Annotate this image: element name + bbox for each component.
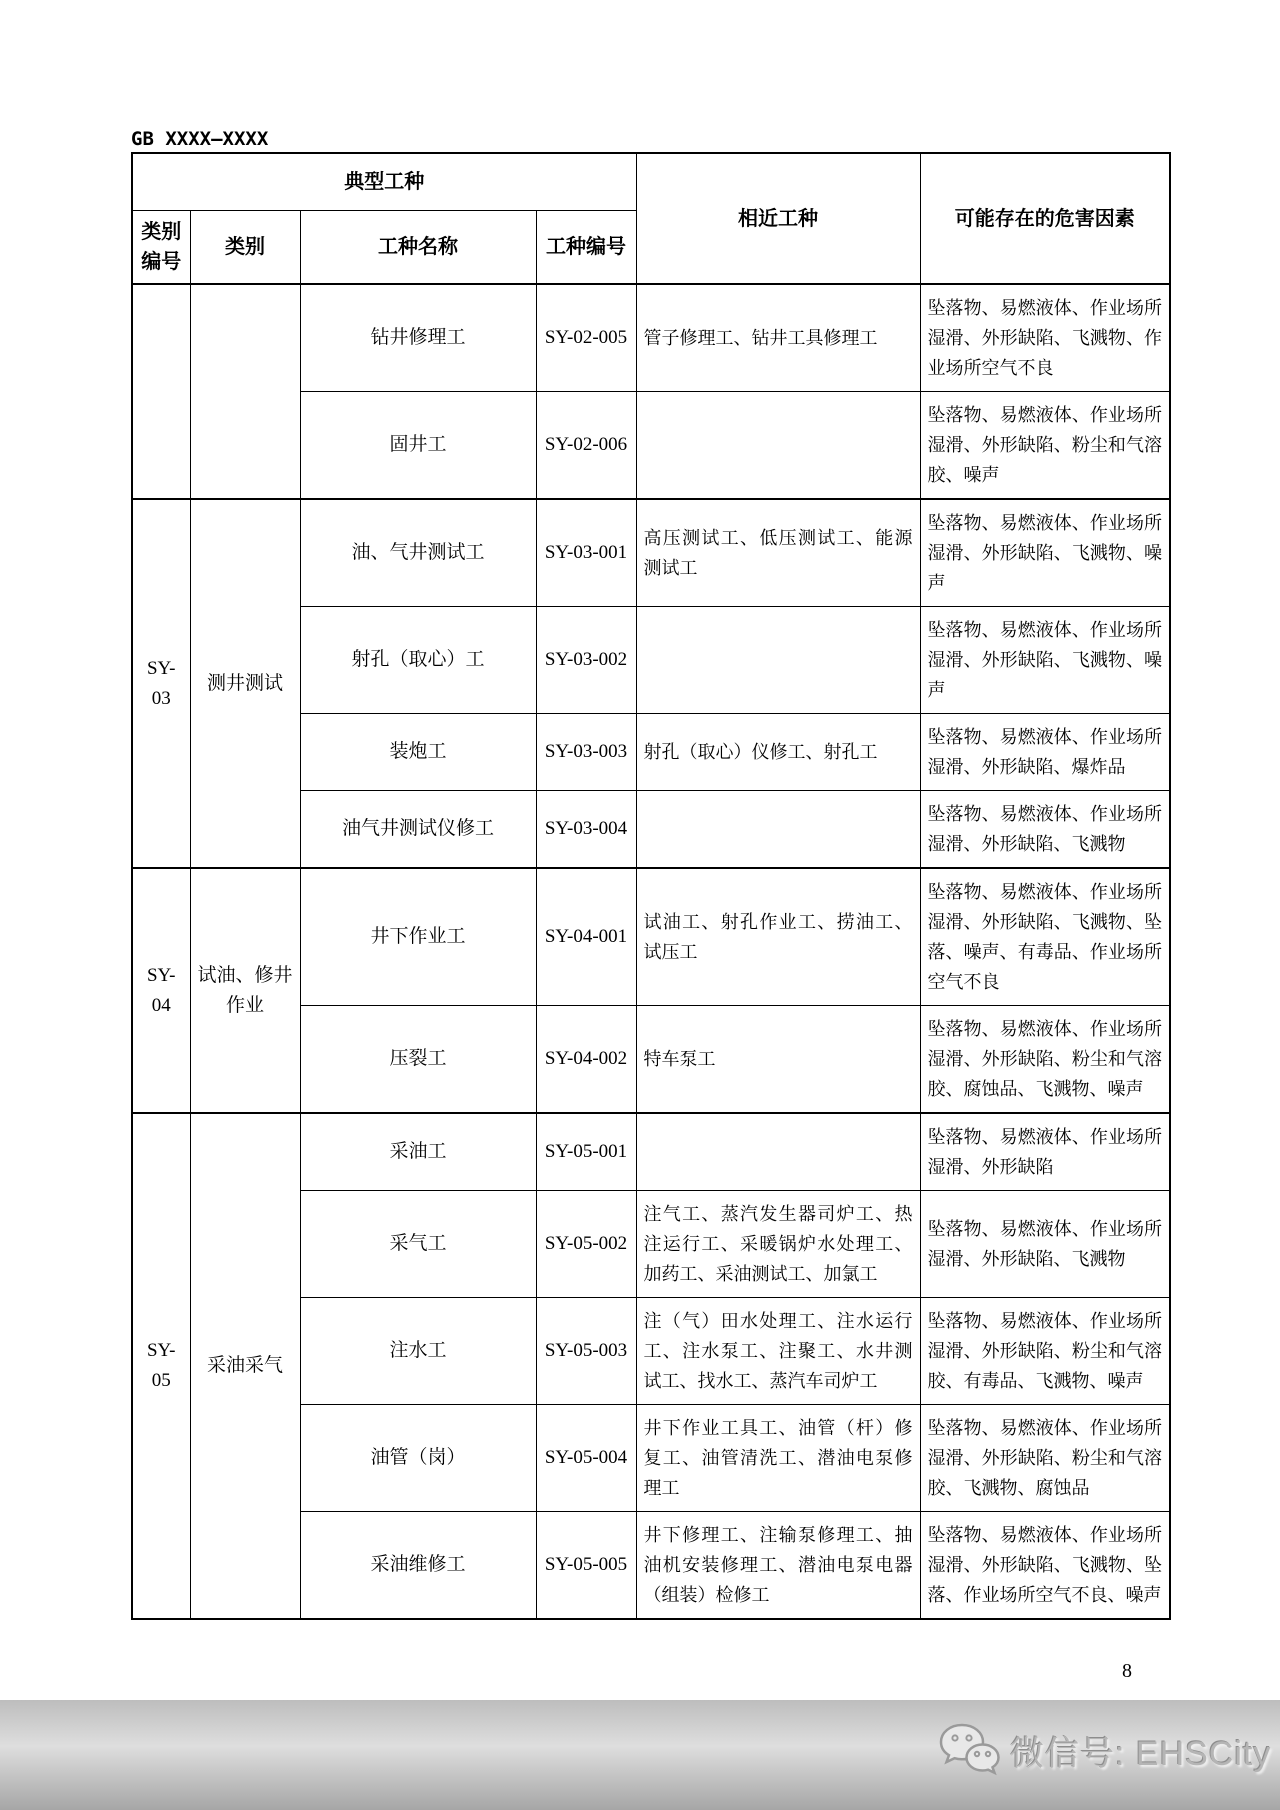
job-code-cell: SY-05-004	[536, 1405, 636, 1512]
job-code-cell: SY-04-002	[536, 1006, 636, 1114]
job-name-cell: 装炮工	[300, 714, 536, 791]
similar-jobs-cell	[636, 607, 920, 714]
job-code-cell: SY-02-005	[536, 284, 636, 392]
job-hazard-table	[131, 152, 1171, 1620]
category-number-cell	[132, 284, 190, 499]
header-category-no: 类别编号	[132, 211, 190, 285]
similar-jobs-cell: 注气工、蒸汽发生器司炉工、热注运行工、采暖锅炉水处理工、加药工、采油测试工、加氯工	[636, 1191, 920, 1298]
job-row	[132, 284, 1170, 392]
job-name-cell: 井下作业工	[300, 868, 536, 1006]
category-number-cell: SY-04	[132, 868, 190, 1113]
similar-jobs-cell	[636, 791, 920, 869]
footer-watermark-band	[0, 1700, 1280, 1810]
job-row	[132, 1113, 1170, 1191]
hazard-factors-cell: 坠落物、易燃液体、作业场所湿滑、外形缺陷、粉尘和气溶胶、有毒品、飞溅物、噪声	[920, 1298, 1170, 1405]
hazard-factors-cell: 坠落物、易燃液体、作业场所湿滑、外形缺陷、粉尘和气溶胶、噪声	[920, 392, 1170, 500]
header-hazards: 可能存在的危害因素	[920, 153, 1170, 284]
hazard-factors-cell: 坠落物、易燃液体、作业场所湿滑、外形缺陷、飞溅物	[920, 791, 1170, 869]
similar-jobs-cell: 射孔（取心）仪修工、射孔工	[636, 714, 920, 791]
hazard-factors-cell: 坠落物、易燃液体、作业场所湿滑、外形缺陷、飞溅物、坠落、噪声、有毒品、作业场所空气不良	[920, 868, 1170, 1006]
header-job-code: 工种编号	[536, 211, 636, 285]
similar-jobs-cell: 高压测试工、低压测试工、能源测试工	[636, 499, 920, 607]
hazard-factors-cell: 坠落物、易燃液体、作业场所湿滑、外形缺陷、飞溅物、坠落、作业场所空气不良、噪声	[920, 1512, 1170, 1620]
hazard-factors-cell: 坠落物、易燃液体、作业场所湿滑、外形缺陷、粉尘和气溶胶、腐蚀品、飞溅物、噪声	[920, 1006, 1170, 1114]
table-body	[132, 284, 1170, 1619]
job-name-cell: 油气井测试仪修工	[300, 791, 536, 869]
similar-jobs-cell	[636, 1113, 920, 1191]
hazard-factors-cell: 坠落物、易燃液体、作业场所湿滑、外形缺陷、爆炸品	[920, 714, 1170, 791]
job-name-cell: 钻井修理工	[300, 284, 536, 392]
header-similar-jobs: 相近工种	[636, 153, 920, 284]
job-name-cell: 采气工	[300, 1191, 536, 1298]
table-header	[132, 153, 1170, 284]
job-name-cell: 采油维修工	[300, 1512, 536, 1620]
job-code-cell: SY-02-006	[536, 392, 636, 500]
job-code-cell: SY-05-003	[536, 1298, 636, 1405]
job-code-cell: SY-03-004	[536, 791, 636, 869]
category-name-cell: 试油、修井作业	[190, 868, 300, 1113]
job-code-cell: SY-03-003	[536, 714, 636, 791]
hazard-factors-cell: 坠落物、易燃液体、作业场所湿滑、外形缺陷、飞溅物	[920, 1191, 1170, 1298]
wechat-account-label: 微信号: EHSCity	[1010, 1734, 1272, 1773]
job-name-cell: 注水工	[300, 1298, 536, 1405]
job-code-cell: SY-04-001	[536, 868, 636, 1006]
job-code-cell: SY-03-001	[536, 499, 636, 607]
similar-jobs-cell: 注（气）田水处理工、注水运行工、注水泵工、注聚工、水井测试工、找水工、蒸汽车司炉工	[636, 1298, 920, 1405]
hazard-factors-cell: 坠落物、易燃液体、作业场所湿滑、外形缺陷	[920, 1113, 1170, 1191]
similar-jobs-cell: 试油工、射孔作业工、捞油工、试压工	[636, 868, 920, 1006]
similar-jobs-cell	[636, 392, 920, 500]
page-number: 8	[1122, 1660, 1132, 1682]
wechat-watermark	[938, 1722, 1271, 1778]
job-name-cell: 油管（岗）	[300, 1405, 536, 1512]
job-code-cell: SY-05-005	[536, 1512, 636, 1620]
job-name-cell: 油、气井测试工	[300, 499, 536, 607]
similar-jobs-cell: 井下作业工具工、油管（杆）修复工、油管清洗工、潜油电泵修理工	[636, 1405, 920, 1512]
hazard-factors-cell: 坠落物、易燃液体、作业场所湿滑、外形缺陷、粉尘和气溶胶、飞溅物、腐蚀品	[920, 1405, 1170, 1512]
category-number-cell: SY-05	[132, 1113, 190, 1619]
category-name-cell	[190, 284, 300, 499]
similar-jobs-cell: 井下修理工、注输泵修理工、抽油机安装修理工、潜油电泵电器（组装）检修工	[636, 1512, 920, 1620]
hazard-factors-cell: 坠落物、易燃液体、作业场所湿滑、外形缺陷、飞溅物、噪声	[920, 499, 1170, 607]
hazard-factors-cell: 坠落物、易燃液体、作业场所湿滑、外形缺陷、飞溅物、作业场所空气不良	[920, 284, 1170, 392]
category-name-cell: 测井测试	[190, 499, 300, 868]
job-name-cell: 射孔（取心）工	[300, 607, 536, 714]
job-name-cell: 固井工	[300, 392, 536, 500]
job-code-cell: SY-03-002	[536, 607, 636, 714]
hazard-factors-cell: 坠落物、易燃液体、作业场所湿滑、外形缺陷、飞溅物、噪声	[920, 607, 1170, 714]
job-code-cell: SY-05-001	[536, 1113, 636, 1191]
wechat-logo-icon	[938, 1722, 1000, 1778]
header-job-name: 工种名称	[300, 211, 536, 285]
similar-jobs-cell: 管子修理工、钻井工具修理工	[636, 284, 920, 392]
header-category: 类别	[190, 211, 300, 285]
header-typical-group: 典型工种	[132, 153, 636, 211]
job-code-cell: SY-05-002	[536, 1191, 636, 1298]
category-number-cell: SY-03	[132, 499, 190, 868]
header-row-1	[132, 153, 1170, 211]
job-row	[132, 868, 1170, 1006]
similar-jobs-cell: 特车泵工	[636, 1006, 920, 1114]
job-name-cell: 压裂工	[300, 1006, 536, 1114]
standard-code: GB XXXX—XXXX	[131, 128, 269, 150]
job-name-cell: 采油工	[300, 1113, 536, 1191]
category-name-cell: 采油采气	[190, 1113, 300, 1619]
job-row	[132, 499, 1170, 607]
